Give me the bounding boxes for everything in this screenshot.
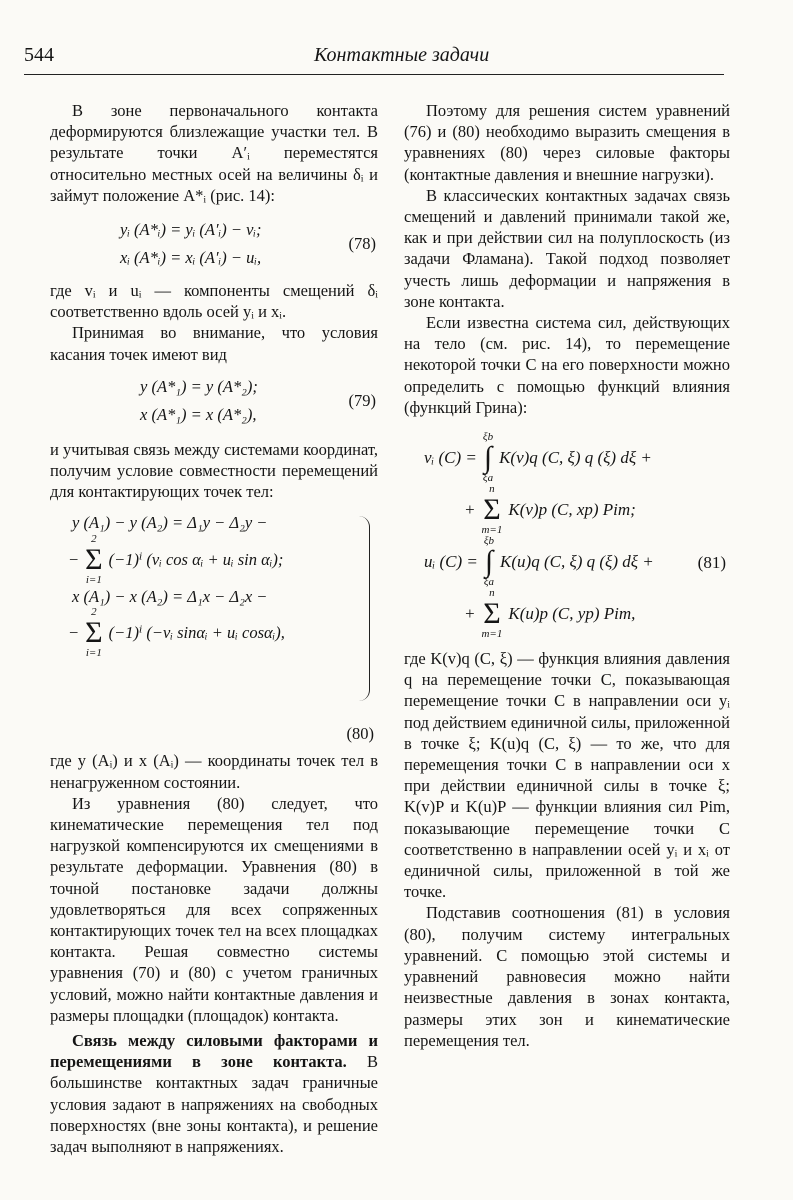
sum-lower-limit: m=1 xyxy=(481,628,503,641)
right-brace xyxy=(359,516,370,701)
equation-line: yᵢ (A*ᵢ) = yᵢ (A′ᵢ) − vᵢ; xyxy=(120,220,262,240)
plus-sign: + xyxy=(464,604,476,624)
equation-line xyxy=(68,607,378,659)
integral-term: K(v)q (C, ξ) q (ξ) dξ + xyxy=(499,448,652,468)
equation-line: xᵢ (A*ᵢ) = xᵢ (A′ᵢ) − uᵢ, xyxy=(120,248,262,268)
sum-term: (−1)ⁱ (−vᵢ sinαᵢ + uᵢ cosαᵢ), xyxy=(108,623,285,643)
equation-line xyxy=(424,536,730,588)
equation-number: (80) xyxy=(346,724,374,744)
sigma-symbol: Σ xyxy=(85,542,103,576)
left-column xyxy=(50,100,378,1157)
equation-lhs: vᵢ (C) = xyxy=(424,448,477,468)
equation-line: y (A*₁) = y (A*₂); xyxy=(140,376,258,396)
header-rule xyxy=(24,74,724,75)
integral-symbol: ∫ xyxy=(484,545,494,579)
paragraph: Принимая во внимание, что условия касания точек имеют вид xyxy=(50,323,378,364)
running-title: Контактные задачи xyxy=(314,44,490,66)
paragraph: Подставив соотношения (81) в условия (80), получим систему интегральных уравнений. С помощью этой системы и уравнений равновесия можно найти неизвестные давления в зонах контакта, размеры этих зон и кинематические перемещения тел. xyxy=(404,903,730,1050)
integral-sign xyxy=(483,432,493,484)
sum-term: (−1)ⁱ (vᵢ cos αᵢ + uᵢ sin αᵢ); xyxy=(108,550,284,570)
sigma-symbol: Σ xyxy=(483,493,501,527)
sum-term: K(u)p (C, yp) Pim, xyxy=(508,604,636,624)
paragraph: где vᵢ и uᵢ — компоненты смещений δᵢ соответственно вдоль осей yᵢ и xᵢ. xyxy=(50,281,378,322)
equation-number: (78) xyxy=(348,234,376,254)
paragraph: где K(v)q (C, ξ) — функция влияния давления q на перемещение точки C, показывающая перемещение точки C в направлении оси yᵢ под действием единичной силы, приложенной в точке ξ; K(u)q (C, ξ) — то же, что для перемещения точки C в направлении оси x при действии единичной силы в точке ξ; K(v)P и K(u)P — функции влияния сил Pim, показывающие перемещение точки C соответственно в направлении осей yᵢ и xᵢ от единичной силы, приложенной в той же точке. xyxy=(404,649,730,902)
integral-symbol: ∫ xyxy=(483,441,493,475)
sum-upper-limit: n xyxy=(489,587,495,600)
sum-upper-limit: n xyxy=(489,483,495,496)
integral-sign xyxy=(484,536,494,588)
equation-78 xyxy=(120,216,378,272)
equation-line xyxy=(464,484,730,536)
plus-sign: + xyxy=(464,500,476,520)
integral-term: K(u)q (C, ξ) q (ξ) dξ + xyxy=(500,552,654,572)
paragraph: Если известна система сил, действующих на тело (см. рис. 14), то перемещение некоторой точки C на его поверхности можно определить с помощью функций влияния (функций Грина): xyxy=(404,313,730,417)
equation-lhs: uᵢ (C) = xyxy=(424,552,478,572)
minus-sign: − xyxy=(68,550,80,570)
equation-line: x (A₁) − x (A₂) = Δ₁x − Δ₂x − xyxy=(72,586,268,606)
paragraph xyxy=(50,1030,378,1157)
equation-number: (79) xyxy=(348,390,376,410)
equation-number: (81) xyxy=(697,553,726,573)
equation-80 xyxy=(68,512,378,744)
paragraph: Из уравнения (80) следует, что кинематические перемещения тел под нагрузкой компенсируются их смещениями в результате деформации. Уравнения (80) в точной постановке задачи должны удовлетворяться для всех сопряженных контактирующих точек тел на всех площадках контакта. Решая совместно системы уравнения (70) и (80) с учетом граничных условий, можно найти контактные давления и размеры площадки (площадок) контакта. xyxy=(50,793,378,1025)
paragraph: В классических контактных задачах связь смещений и давлений принимали такой же, как и при действии сил на полуплоскость (из задачи Фламана). Такой подход позволяет учесть лишь деформации и напряжения в зоне контакта. xyxy=(404,185,730,311)
paragraph: Поэтому для решения систем уравнений (76) и (80) необходимо выразить смещения в уравнениях (80) через силовые факторы (контактные давления и внешние нагрузки). xyxy=(404,101,730,184)
equation-line xyxy=(68,534,378,586)
equation-line: x (A*₁) = x (A*₂), xyxy=(140,404,257,424)
right-column xyxy=(404,100,730,1051)
integral-lower-limit: ξa xyxy=(483,576,495,589)
sum-lower-limit: i=1 xyxy=(85,646,102,659)
sigma-symbol: Σ xyxy=(85,615,103,649)
section-heading: Связь между силовыми факторами и перемещениями в зоне контакта. xyxy=(50,1031,378,1072)
sum-term: K(v)p (C, xp) Pim; xyxy=(508,500,636,520)
equation-79 xyxy=(140,373,378,429)
equation-line xyxy=(464,588,730,640)
paragraph-text: В большинстве контактных задач граничные условия задают в напряжениях на свободных поверхностях (вне зоны контакта), и решение задач выполняют в напряжениях. xyxy=(50,1052,379,1157)
sum-upper-limit: 2 xyxy=(91,605,97,618)
sum-upper-limit: 2 xyxy=(91,532,97,545)
equation-line: y (A₁) − y (A₂) = Δ₁y − Δ₂y − xyxy=(72,513,268,533)
summation-sign xyxy=(481,588,502,640)
sum-lower-limit: m=1 xyxy=(481,524,503,537)
paragraph: где y (Aᵢ) и x (Aᵢ) — координаты точек тел в ненагруженном состоянии. xyxy=(50,751,378,792)
sum-lower-limit: i=1 xyxy=(85,573,102,586)
summation-sign xyxy=(481,484,502,536)
integral-lower-limit: ξa xyxy=(482,472,494,485)
equation-line xyxy=(424,432,730,484)
sigma-symbol: Σ xyxy=(483,597,501,631)
summation-sign xyxy=(85,534,102,586)
integral-upper-limit: ξb xyxy=(483,535,495,548)
paragraph: В зоне первоначального контакта деформируются близлежащие участки тел. В результате точки A′ᵢ переместятся относительно местных осей на величины δᵢ и займут положение A*ᵢ (рис. 14): xyxy=(50,101,378,205)
summation-sign xyxy=(85,607,102,659)
minus-sign: − xyxy=(68,623,80,643)
integral-upper-limit: ξb xyxy=(482,431,494,444)
page-number: 544 xyxy=(24,44,54,66)
page-header xyxy=(24,44,724,72)
equation-81 xyxy=(424,432,730,640)
paragraph: и учитывая связь между системами координат, получим условие совместности перемещений для контактирующих точек тел: xyxy=(50,439,378,502)
